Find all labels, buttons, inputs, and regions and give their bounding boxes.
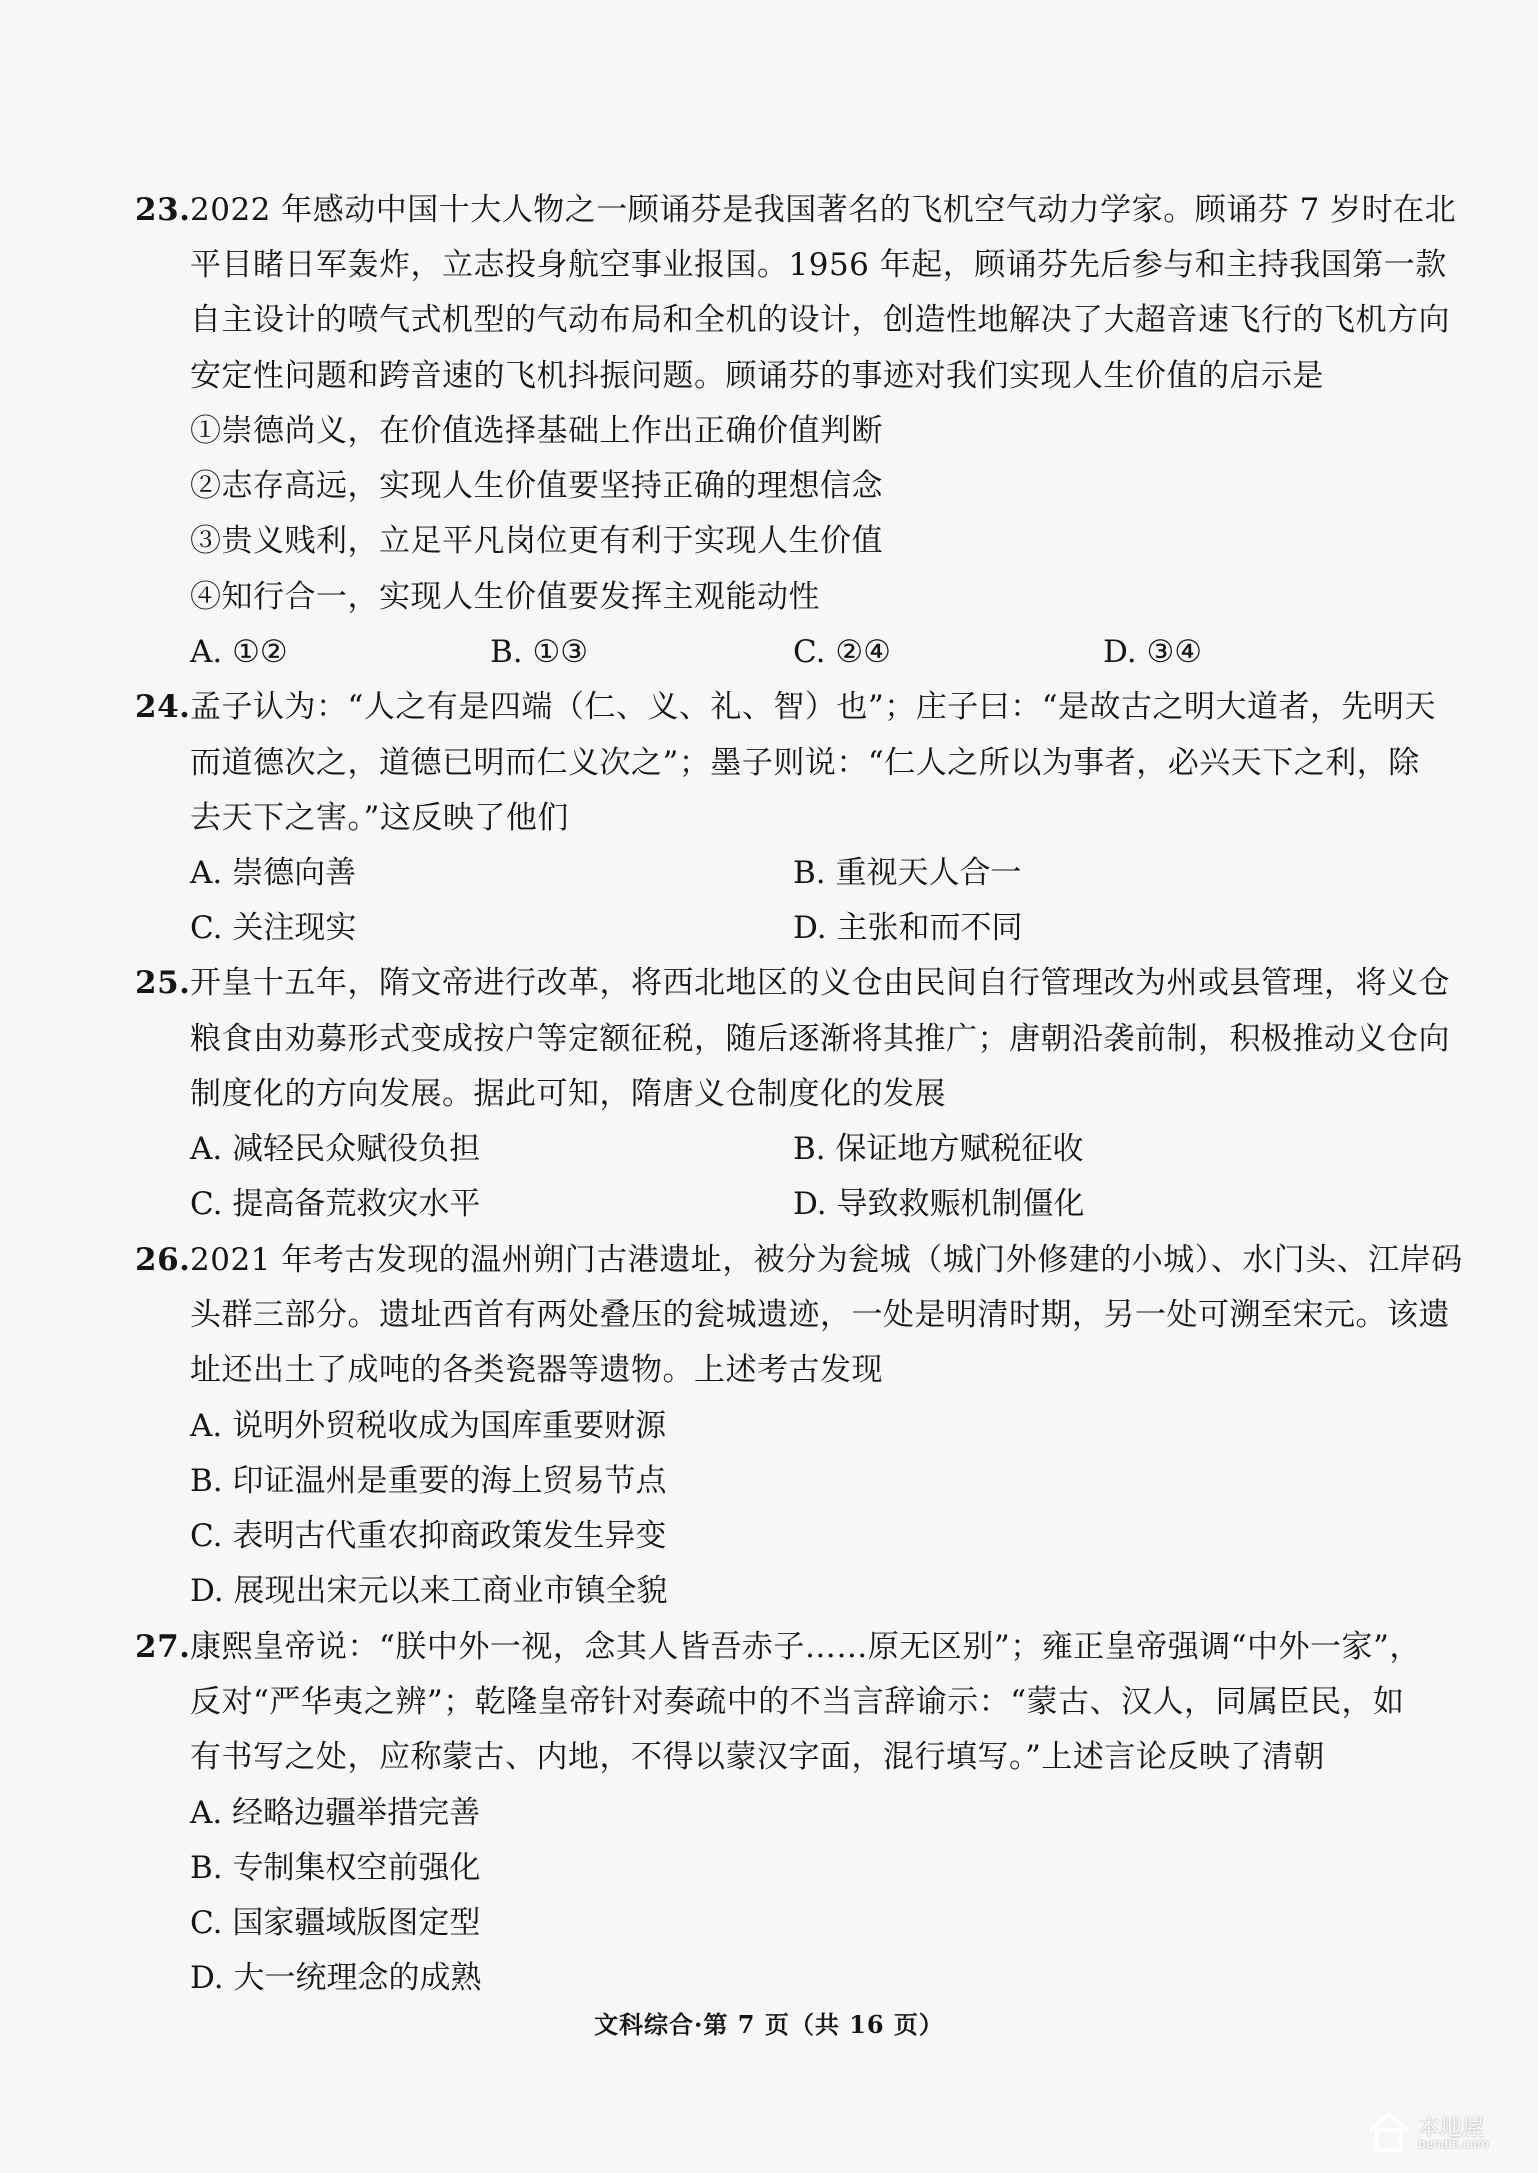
question-text-line: 而道德次之，道德已明而仁义次之”；墨子则说：“仁人之所以为事者，必兴天下之利，除 bbox=[190, 745, 1420, 781]
question-text-line: 自主设计的喷气式机型的气动布局和全机的设计，创造性地解决了大超音速飞行的飞机方向 bbox=[190, 302, 1450, 338]
question-text-line: 制度化的方向发展。据此可知，隋唐义仓制度化的发展 bbox=[190, 1076, 946, 1112]
statement-3: ③贵义贱利，立足平凡岗位更有利于实现人生价值 bbox=[190, 523, 883, 559]
watermark-url: bendi5.com bbox=[1418, 2137, 1489, 2151]
question-text-line: 2021 年考古发现的温州朔门古港遗址，被分为瓮城（城门外修建的小城）、水门头、江岸码 bbox=[190, 1242, 1463, 1278]
house-icon bbox=[1366, 2109, 1412, 2155]
option-d: D. ③④ bbox=[1103, 634, 1203, 670]
option-d: D. 主张和而不同 bbox=[793, 910, 1023, 946]
statement-1: ①崇德尚义，在价值选择基础上作出正确价值判断 bbox=[190, 413, 883, 449]
option-b: B. ①③ bbox=[490, 634, 589, 670]
option-a: A. ①② bbox=[190, 634, 288, 670]
question-number: 25. bbox=[135, 965, 191, 1001]
question-text-line: 头群三部分。遗址西首有两处叠压的瓮城遗迹，一处是明清时期，另一处可溯至宋元。该遗 bbox=[190, 1297, 1450, 1333]
option-a: A. 崇德向善 bbox=[190, 855, 357, 891]
question-text-line: 去天下之害。”这反映了他们 bbox=[190, 800, 569, 836]
statement-2: ②志存高远，实现人生价值要坚持正确的理想信念 bbox=[190, 468, 883, 504]
option-c: C. 关注现实 bbox=[190, 910, 357, 946]
statement-4: ④知行合一，实现人生价值要发挥主观能动性 bbox=[190, 579, 820, 615]
question-number: 27. bbox=[135, 1629, 191, 1665]
question-number: 23. bbox=[135, 192, 191, 228]
option-a: A. 减轻民众赋役负担 bbox=[190, 1131, 481, 1167]
watermark bbox=[1366, 2109, 1516, 2157]
question-text-line: 平目睹日军轰炸，立志投身航空事业报国。1956 年起，顾诵芬先后参与和主持我国第一款 bbox=[190, 247, 1447, 283]
question-text-line: 有书写之处，应称蒙古、内地，不得以蒙汉字面，混行填写。”上述言论反映了清朝 bbox=[190, 1739, 1325, 1775]
question-text-line: 2022 年感动中国十大人物之一顾诵芬是我国著名的飞机空气动力学家。顾诵芬 7 岁时在北 bbox=[190, 192, 1457, 228]
option-b: B. 印证温州是重要的海上贸易节点 bbox=[190, 1463, 667, 1499]
question-text-line: 康熙皇帝说：“朕中外一视，念其人皆吾赤子……原无区别”；雍正皇帝强调“中外一家”， bbox=[190, 1629, 1421, 1665]
option-d: D. 展现出宋元以来工商业市镇全貌 bbox=[190, 1573, 668, 1609]
page-footer: 文科综合·第 7 页（共 16 页） bbox=[594, 2010, 944, 2039]
option-d: D. 大一统理念的成熟 bbox=[190, 1960, 482, 1996]
option-b: B. 重视天人合一 bbox=[793, 855, 1022, 891]
option-c: C. ②④ bbox=[793, 634, 891, 670]
option-c: C. 提高备荒救灾水平 bbox=[190, 1186, 481, 1222]
option-b: B. 专制集权空前强化 bbox=[190, 1850, 481, 1886]
option-a: A. 说明外贸税收成为国库重要财源 bbox=[190, 1408, 667, 1444]
option-c: C. 国家疆域版图定型 bbox=[190, 1905, 481, 1941]
question-number: 26. bbox=[135, 1242, 191, 1278]
watermark-name: 本地屋 bbox=[1418, 2116, 1485, 2141]
question-text-line: 孟子认为：“人之有是四端（仁、义、礼、智）也”；庄子曰：“是故古之明大道者，先明天 bbox=[190, 689, 1437, 725]
option-b: B. 保证地方赋税征收 bbox=[793, 1131, 1084, 1167]
option-d: D. 导致救赈机制僵化 bbox=[793, 1186, 1085, 1222]
question-text-line: 址还出土了成吨的各类瓷器等遗物。上述考古发现 bbox=[190, 1352, 883, 1388]
option-a: A. 经略边疆举措完善 bbox=[190, 1795, 481, 1831]
question-text-line: 安定性问题和跨音速的飞机抖振问题。顾诵芬的事迹对我们实现人生价值的启示是 bbox=[190, 358, 1324, 394]
question-text-line: 反对“严华夷之辨”；乾隆皇帝针对奏疏中的不当言辞谕示：“蒙古、汉人，同属臣民，如 bbox=[190, 1684, 1405, 1720]
question-text-line: 粮食由劝募形式变成按户等定额征税，随后逐渐将其推广；唐朝沿袭前制，积极推动义仓向 bbox=[190, 1021, 1450, 1057]
question-number: 24. bbox=[135, 689, 191, 725]
option-c: C. 表明古代重农抑商政策发生异变 bbox=[190, 1518, 667, 1554]
question-text-line: 开皇十五年，隋文帝进行改革，将西北地区的义仓由民间自行管理改为州或县管理，将义仓 bbox=[190, 965, 1450, 1001]
